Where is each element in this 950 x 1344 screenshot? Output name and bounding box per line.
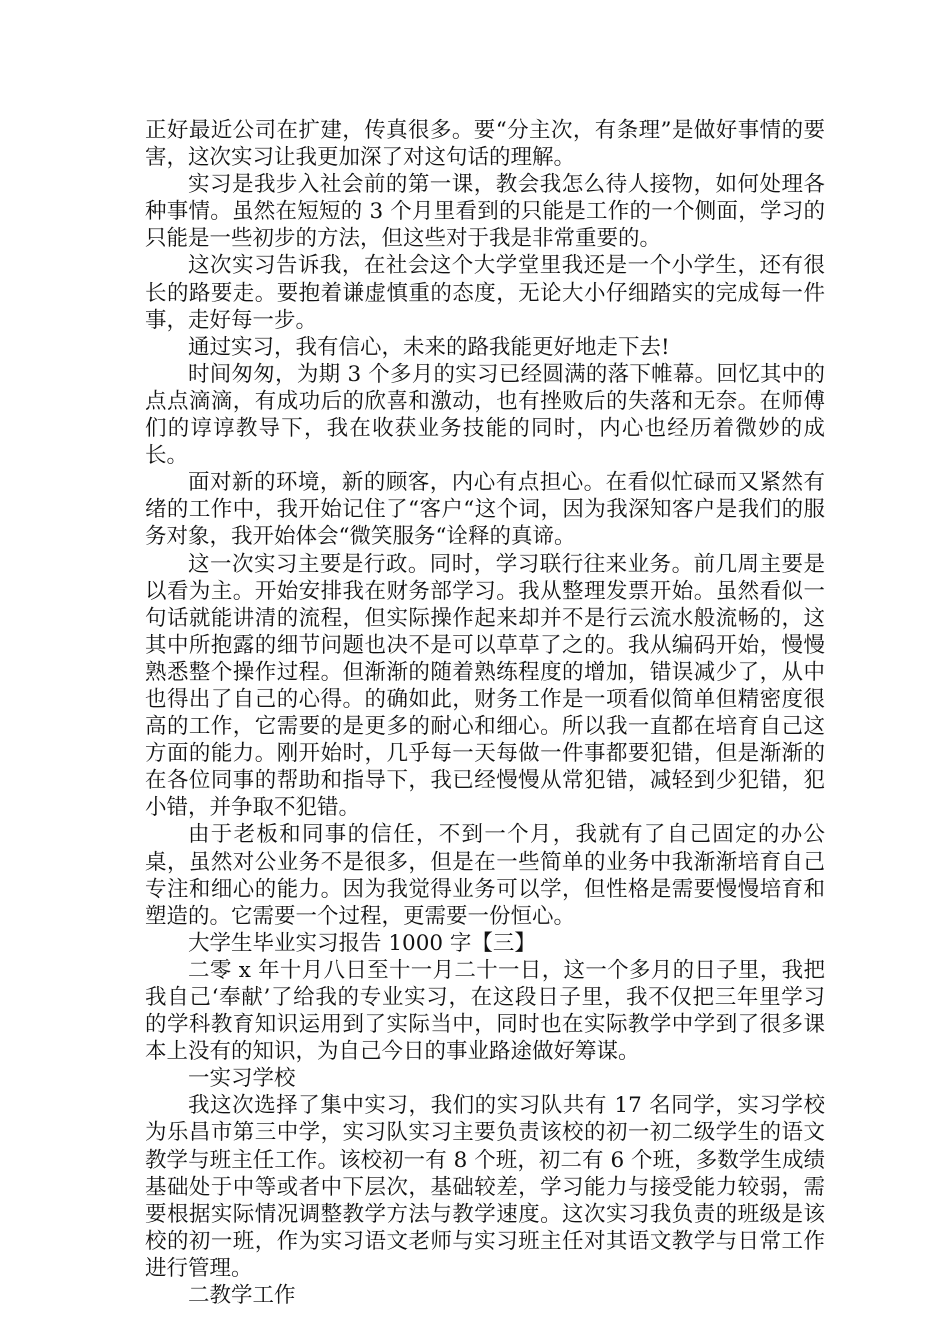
paragraph-4: 通过实习，我有信心，未来的路我能更好地走下去! [188, 334, 670, 360]
paragraph-5: 时间匆匆，为期 3 个多月的实习已经圆满的落下帷幕。回忆其中的点点滴滴，有成功后的欣喜和激动，也有挫败后的失落和无奈。在师傅们的谆谆教导下，我在收获业务技能的同时，内心也经历着微妙的成长。 [145, 361, 825, 469]
paragraph-1: 正好最近公司在扩建，传真很多。要“分主次，有条理”是做好事情的要害，这次实习让我更加深了对这句话的理解。 [145, 118, 825, 171]
paragraph-10: 我这次选择了集中实习，我们的实习队共有 17 名同学，实习学校为乐昌市第三中学，实习队实习主要负责该校的初一初二级学生的语文教学与班主任工作。该校初一有 8 个班，初二有 6 个班，多数学生成绩基础处于中等或者中下层次，基础较差，学习能力与接受能力较弱，需要根据实际情况调整教学方法与教学速度。这次实习我负责的班级是该校的初一班，作为实习语文老师与实习班主任对其语文教学与日常工作进行管理。 [145, 1093, 825, 1281]
paragraph-8: 由于老板和同事的信任，不到一个月，我就有了自己固定的办公桌，虽然对公业务不是很多，但是在一些简单的业务中我渐渐培育自己专注和细心的能力。因为我觉得业务可以学，但性格是需要慢慢培育和塑造的。它需要一个过程，更需要一份恒心。 [145, 822, 825, 929]
paragraph-3: 这次实习告诉我，在社会这个大学堂里我还是一个小学生，还有很长的路要走。要抱着谦虚慎重的态度，无论大小仔细踏实的完成每一件事，走好每一步。 [145, 253, 825, 333]
paragraph-6: 面对新的环境，新的顾客，内心有点担心。在看似忙碌而又紧然有绪的工作中，我开始记住了“客户“这个词，因为我深知客户是我们的服务对象，我开始体会“微笑服务“诠释的真谛。 [145, 470, 825, 550]
paragraph-2: 实习是我步入社会前的第一课，教会我怎么待人接物，如何处理各种事情。虽然在短短的 3 个月里看到的只能是工作的一个侧面，学习的只能是一些初步的方法，但这些对于我是非常重要的。 [145, 172, 825, 252]
paragraph-7: 这一次实习主要是行政。同时，学习联行往来业务。前几周主要是以看为主。开始安排我在财务部学习。我从整理发票开始。虽然看似一句话就能讲清的流程，但实际操作起来却并不是行云流水般流畅的，这其中所抱露的细节问题也决不是可以草草了之的。我从编码开始，慢慢熟悉整个操作过程。但渐渐的随着熟练程度的增加，错误减少了，从中也得出了自己的心得。的确如此，财务工作是一项看似简单但精密度很高的工作，它需要的是更多的耐心和细心。所以我一直都在培育自己这方面的能力。刚开始时，几乎每一天每做一件事都要犯错，但是渐渐的在各位同事的帮助和指导下，我已经慢慢从常犯错，减轻到少犯错，犯小错，并争取不犯错。 [145, 551, 825, 821]
section-heading-report-three: 大学生毕业实习报告 1000 字【三】 [188, 930, 536, 956]
section-heading-internship-school: 一实习学校 [188, 1066, 296, 1092]
document-body [145, 117, 825, 1309]
paragraph-9: 二零 x 年十月八日至十一月二十一日，这一个多月的日子里，我把我自己‘奉献’了给我的专业实习，在这段日子里，我不仅把三年里学习的学科教育知识运用到了实际当中，同时也在实际教学中学到了很多课本上没有的知识，为自己今日的事业路途做好筹谋。 [145, 957, 825, 1065]
section-heading-teaching-work: 二教学工作 [188, 1283, 296, 1309]
